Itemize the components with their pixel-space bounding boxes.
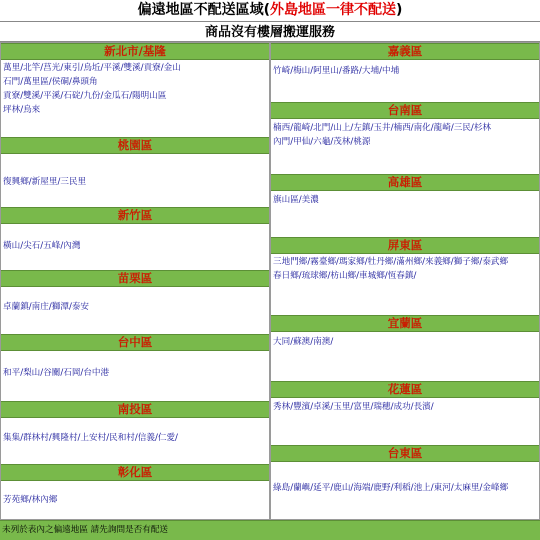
region-line: 卓蘭鎮/南庄/獅潭/泰安: [3, 302, 90, 312]
region-header: 南投區: [1, 401, 269, 418]
page-subtitle: 商品沒有樓層搬運服務: [0, 21, 540, 42]
region-line: 芳苑鄉/林內鄉: [3, 495, 58, 505]
region-body: [271, 481, 539, 495]
region-header: 台東區: [271, 445, 539, 462]
region-body: [271, 193, 539, 207]
region-body: [1, 431, 269, 445]
region-line: 旗山區/美濃: [273, 195, 319, 205]
region-header: 花蓮區: [271, 381, 539, 398]
region-header: 桃園區: [1, 137, 269, 154]
region-line: 春日鄉/琉球鄉/枋山鄉/車城鄉/恆春鎮/: [273, 271, 417, 281]
region-body: [1, 61, 269, 117]
region-line: 大同/蘇澳/南澳/: [273, 337, 334, 347]
region-header: 新竹區: [1, 207, 269, 224]
region-header: 彰化區: [1, 464, 269, 481]
region-body: [1, 175, 269, 189]
left-region-column: [0, 42, 270, 520]
region-body: [1, 366, 269, 380]
region-header: 高雄區: [271, 174, 539, 191]
region-body: [1, 493, 269, 507]
region-body: [271, 400, 539, 414]
title-main: 偏遠地區不配送區域(: [137, 2, 270, 18]
region-line: 三地門鄉/霧臺鄉/瑪家鄉/牡丹鄉/滿州鄉/來義鄉/獅子鄉/泰武鄉: [273, 257, 509, 267]
region-line: 秀林/豐濱/卓溪/玉里/富里/瑞穗/成功/長濱/: [273, 402, 434, 412]
region-line: 竹崎/梅山/阿里山/番路/大埔/中埔: [273, 66, 400, 76]
page-title: [0, 0, 540, 21]
region-body: [1, 300, 269, 314]
region-line: 楠西/龍崎/北門/山上/左鎮/玉井/楠西/南化/龍崎/三民/杉林: [273, 123, 492, 133]
region-line: 集集/群林村/興隆村/上安村/民和村/信義/仁愛/: [3, 433, 178, 443]
region-body: [1, 239, 269, 253]
region-line: 石門/萬里區/侯硐/鼻頭角: [3, 77, 98, 87]
title-highlight: 外島地區一律不配送: [270, 2, 396, 18]
region-body: [271, 121, 539, 149]
region-header: 台南區: [271, 102, 539, 119]
footer-note: 未列於表內之偏遠地區 請先詢問是否有配送: [0, 520, 540, 540]
region-header: 嘉義區: [271, 43, 539, 60]
right-region-column: [270, 42, 540, 520]
region-header: 苗栗區: [1, 270, 269, 287]
region-line: 橫山/尖石/五峰/內灣: [3, 241, 81, 251]
region-line: 萬里/北竿/莒光/東引/烏坵/平溪/雙溪/貢寮/金山: [3, 63, 181, 73]
region-line: 內門/甲仙/六龜/茂林/桃源: [273, 137, 371, 147]
region-header: 屏東區: [271, 237, 539, 254]
region-line: 和平/梨山/谷關/石岡/台中港: [3, 368, 110, 378]
region-line: 綠島/蘭嶼/延平/鹿山/海端/鹿野/利稻/池上/東河/太麻里/金峰鄉: [273, 483, 509, 493]
region-header: 宜蘭區: [271, 315, 539, 332]
region-body: [271, 255, 539, 283]
region-line: 坪林/烏來: [3, 105, 41, 115]
region-line: 貢寮/雙溪/平溪/石碇/九份/金瓜石/陽明山區: [3, 91, 167, 101]
region-header: 新北市/基隆: [1, 43, 269, 60]
region-line: 復興鄉/新屋里/三民里: [3, 177, 87, 187]
region-body: [271, 335, 539, 349]
title-end: ): [396, 2, 403, 18]
region-header: 台中區: [1, 334, 269, 351]
region-body: [271, 64, 539, 78]
